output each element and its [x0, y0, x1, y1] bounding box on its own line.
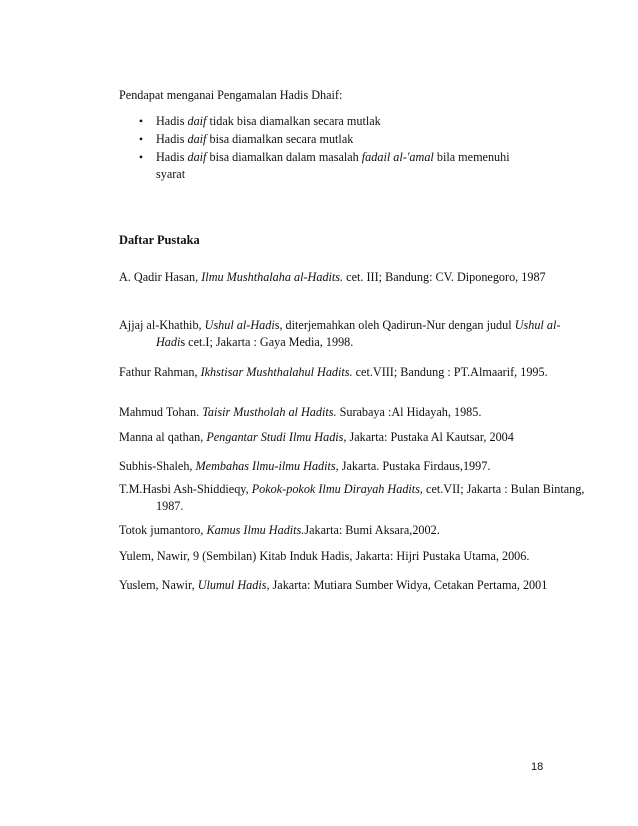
reference-entry: Fathur Rahman, Ikhstisar Mushthalahul Hadits. cet.VIII; Bandung : PT.Almaarif, 1995. — [119, 365, 548, 379]
bullet-dot-icon: • — [138, 150, 144, 164]
page-number: 18 — [531, 761, 544, 773]
bullet-item: • Hadis daif bisa diamalkan dalam masalah fadail al-'amal bila memenuhi syarat — [138, 150, 510, 181]
reference-entry: Yulem, Nawir, 9 (Sembilan) Kitab Induk Hadis, Jakarta: Hijri Pustaka Utama, 2006. — [119, 549, 530, 563]
bullet-item: • Hadis daif tidak bisa diamalkan secara mutlak — [138, 114, 381, 128]
bullet-dot-icon: • — [138, 132, 144, 146]
reference-entry: Totok jumantoro, Kamus Ilmu Hadits.Jakarta: Bumi Aksara,2002. — [119, 523, 440, 537]
reference-entry: Mahmud Tohan. Taisir Mustholah al Hadits. Surabaya :Al Hidayah, 1985. — [119, 405, 482, 419]
reference-entry: T.M.Hasbi Ash-Shiddieqy, Pokok-pokok Ilmu Dirayah Hadits, cet.VII; Jakarta : Bulan Bintang, 1987. — [119, 482, 585, 513]
reference-entry: Yuslem, Nawir, Ulumul Hadis, Jakarta: Mutiara Sumber Widya, Cetakan Pertama, 2001 — [119, 578, 548, 592]
reference-entry: A. Qadir Hasan, Ilmu Mushthalaha al-Hadits. cet. III; Bandung: CV. Diponegoro, 1987 — [119, 270, 546, 284]
bullet-dot-icon: • — [138, 114, 144, 128]
bullet-item: • Hadis daif bisa diamalkan secara mutlak — [138, 132, 354, 146]
reference-entry: Subhis-Shaleh, Membahas Ilmu-ilmu Hadits, Jakarta. Pustaka Firdaus,1997. — [119, 459, 491, 473]
bibliography-heading: Daftar Pustaka — [119, 233, 200, 247]
reference-entry: Manna al qathan, Pengantar Studi Ilmu Hadis, Jakarta: Pustaka Al Kautsar, 2004 — [119, 430, 514, 444]
bullet-list — [137, 113, 537, 184]
reference-entry: Ajjaj al-Khathib, Ushul al-Hadis, diterjemahkan oleh Qadirun-Nur dengan judul Ushul al- Hadis cet.I; Jakarta : Gaya Media, 1998. — [119, 318, 561, 349]
intro-text: Pendapat menganai Pengamalan Hadis Dhaif: — [119, 88, 343, 102]
